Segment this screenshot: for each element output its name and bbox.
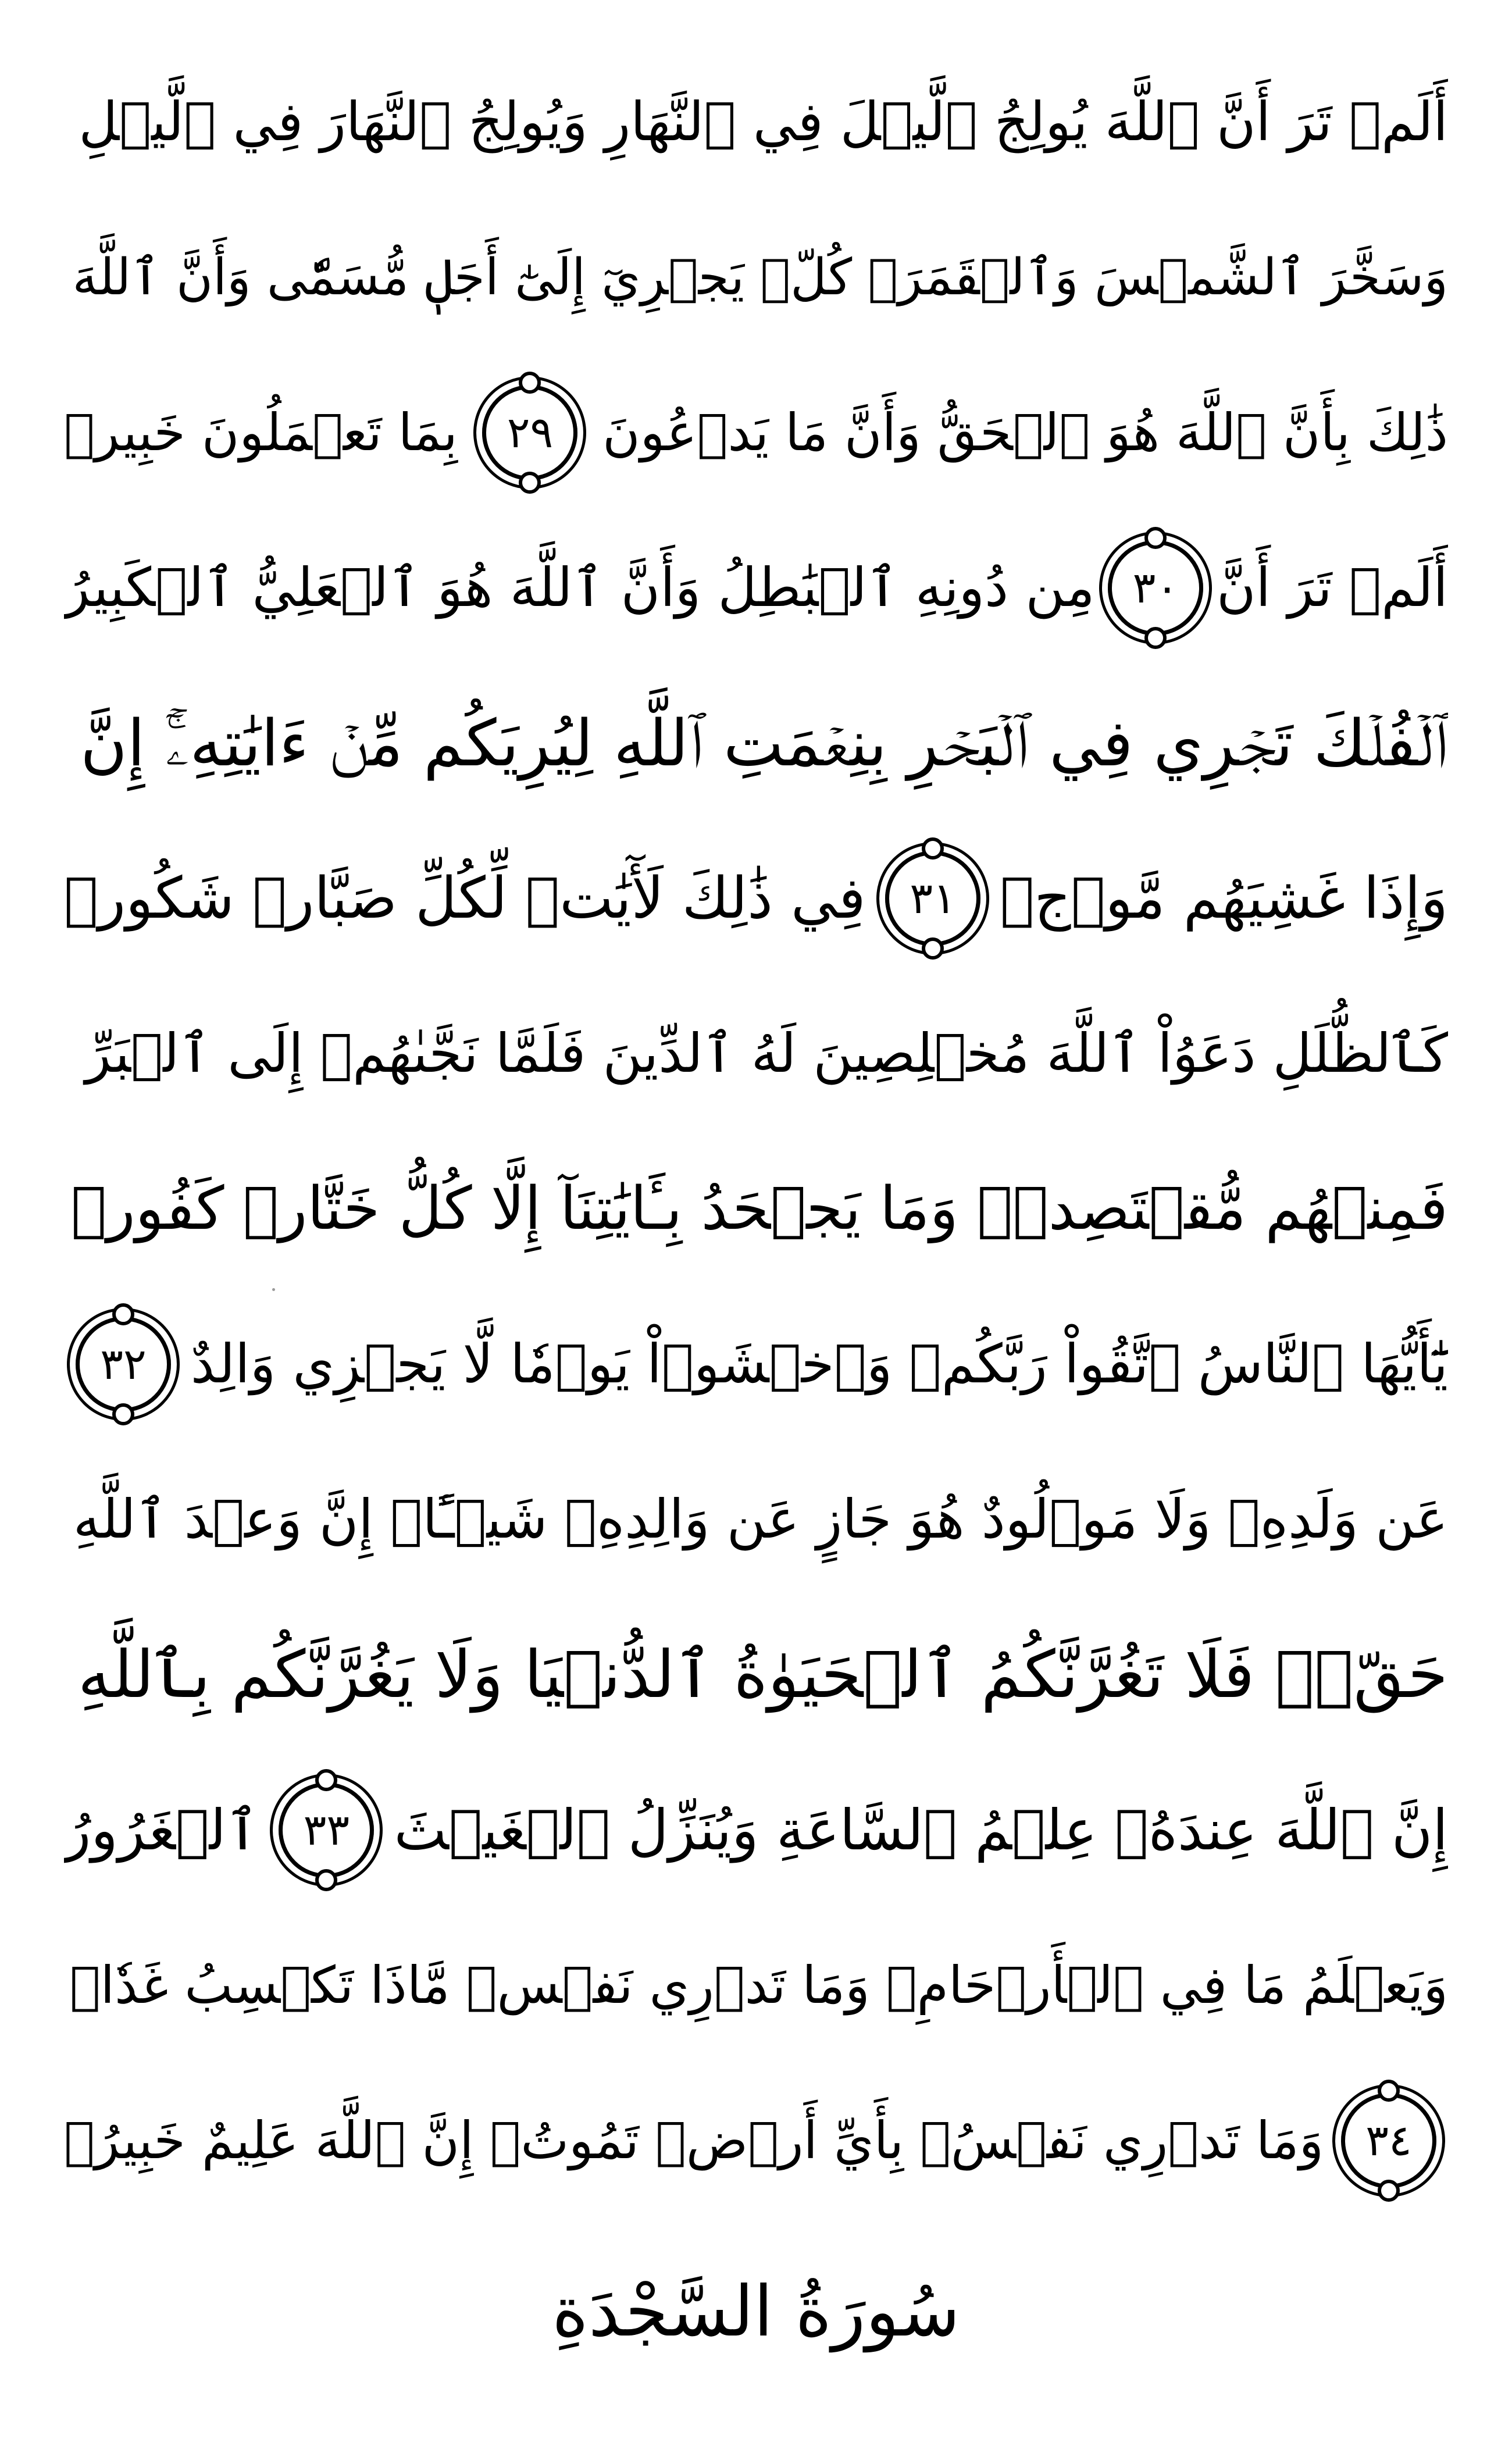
verse-line: [64, 1122, 1448, 1296]
verse-text: بِمَا تَعۡمَلُونَ خَبِيرٞ: [64, 402, 458, 462]
verse-line: [64, 190, 1448, 365]
verse-text: يَٰٓأَيُّهَا ٱلنَّاسُ ٱتَّقُواْ رَبَّكُمۡ وَٱخۡشَوۡاْ يَوۡمٗا لَّا يَجۡزِي وَالِدٌ: [190, 1333, 1448, 1395]
ayah-number-marker: ٢٩: [482, 385, 577, 480]
verse-text: فَمِنۡهُم مُّقۡتَصِدٞۚ وَمَا يَجۡحَدُ بِـَٔايَٰتِنَآ إِلَّا كُلُّ خَتَّارٖ كَفُورٖ: [71, 1174, 1448, 1243]
verse-line: [64, 2053, 1448, 2228]
verse-text: مِن دُونِهِ ٱلۡبَٰطِلُ وَأَنَّ ٱللَّهَ هُوَ ٱلۡعَلِيُّ ٱلۡكَبِيرُ: [64, 557, 1095, 619]
verse-text: أَلَمۡ تَرَ أَنَّ: [1216, 557, 1448, 619]
verse-text: ٱلۡغَرُورُ: [64, 1798, 259, 1863]
verse-line: [64, 1588, 1448, 1762]
verse-text: عَن وَلَدِهِۦ وَلَا مَوۡلُودٌ هُوَ جَازٍ عَن وَالِدِهِۦ شَيۡـًٔاۚ إِنَّ وَعۡدَ ٱللَّهِ: [73, 1488, 1448, 1550]
verse-text: وَإِذَا غَشِيَهُم مَّوۡجٞ: [1000, 865, 1448, 932]
verse-text: إِنَّ ٱللَّهَ عِندَهُۥ عِلۡمُ ٱلسَّاعَةِ وَيُنَزِّلُ ٱلۡغَيۡثَ: [394, 1798, 1448, 1863]
sura-title: سُورَةُ السَّجْدَةِ: [552, 2271, 960, 2352]
verse-line: [64, 35, 1448, 209]
verse-text: كَٱلظُّلَلِ دَعَوُاْ ٱللَّهَ مُخۡلِصِينَ لَهُ ٱلدِّينَ فَلَمَّا نَجَّىٰهُمۡ إِلَى ٱلۡبَرِّ: [85, 1022, 1448, 1085]
verse-line: [64, 656, 1448, 830]
verse-line: [64, 811, 1448, 986]
verse-line: [64, 967, 1448, 1141]
verse-line: [64, 1898, 1448, 2073]
ayah-number-marker: ٣٠: [1108, 540, 1203, 636]
ayah-number-marker: ٣٢: [76, 1317, 171, 1412]
verse-text: وَمَا تَدۡرِي نَفۡسُۢ بِأَيِّ أَرۡضٖ تَمُوتُۚ إِنَّ ٱللَّهَ عَلِيمٌ خَبِيرُۢ: [64, 2110, 1324, 2170]
verse-text: فِي ذَٰلِكَ لَأٓيَٰتٖ لِّكُلِّ صَبَّارٖ شَكُورٖ: [64, 865, 866, 932]
verse-text: ذَٰلِكَ بِأَنَّ ٱللَّهَ هُوَ ٱلۡحَقُّ وَأَنَّ مَا يَدۡعُونَ: [602, 402, 1448, 462]
verse-line: [64, 1277, 1448, 1452]
stray-dot: [272, 1288, 275, 1291]
ayah-number-marker: ٣٣: [279, 1782, 374, 1878]
verse-text: أَلَمۡ تَرَ أَنَّ ٱللَّهَ يُولِجُ ٱلَّيۡلَ فِي ٱلنَّهَارِ وَيُولِجُ ٱلنَّهَارَ فِي ٱلَّيۡلِ: [79, 91, 1448, 153]
ayah-number-marker: ٣٤: [1341, 2093, 1436, 2188]
verse-text: حَقّٞۖ فَلَا تَغُرَّنَّكُمُ ٱلۡحَيَوٰةُ ٱلدُّنۡيَا وَلَا يَغُرَّنَّكُم بِٱللَّهِ: [77, 1637, 1448, 1713]
verse-text: وَسَخَّرَ ٱلشَّمۡسَ وَٱلۡقَمَرَۖ كُلّٞ يَجۡرِيٓ إِلَىٰٓ أَجَلٖ مُّسَمّٗى وَأَنَّ ٱللَّهَ: [72, 248, 1448, 306]
ayah-number-marker: ٣١: [885, 851, 980, 946]
verse-line: [64, 1743, 1448, 1917]
verse-line: [64, 1432, 1448, 1607]
verse-line: [64, 501, 1448, 675]
verse-text: ٱلۡفُلۡكَ تَجۡرِي فِي ٱلۡبَحۡرِ بِنِعۡمَتِ ٱللَّهِ لِيُرِيَكُم مِّنۡ ءَايَٰتِهِۦٓۚ إِنَّ: [80, 706, 1448, 780]
verse-text: وَيَعۡلَمُ مَا فِي ٱلۡأَرۡحَامِۖ وَمَا تَدۡرِي نَفۡسٞ مَّاذَا تَكۡسِبُ غَدٗاۖ: [69, 1955, 1448, 2015]
verse-line: [64, 345, 1448, 520]
